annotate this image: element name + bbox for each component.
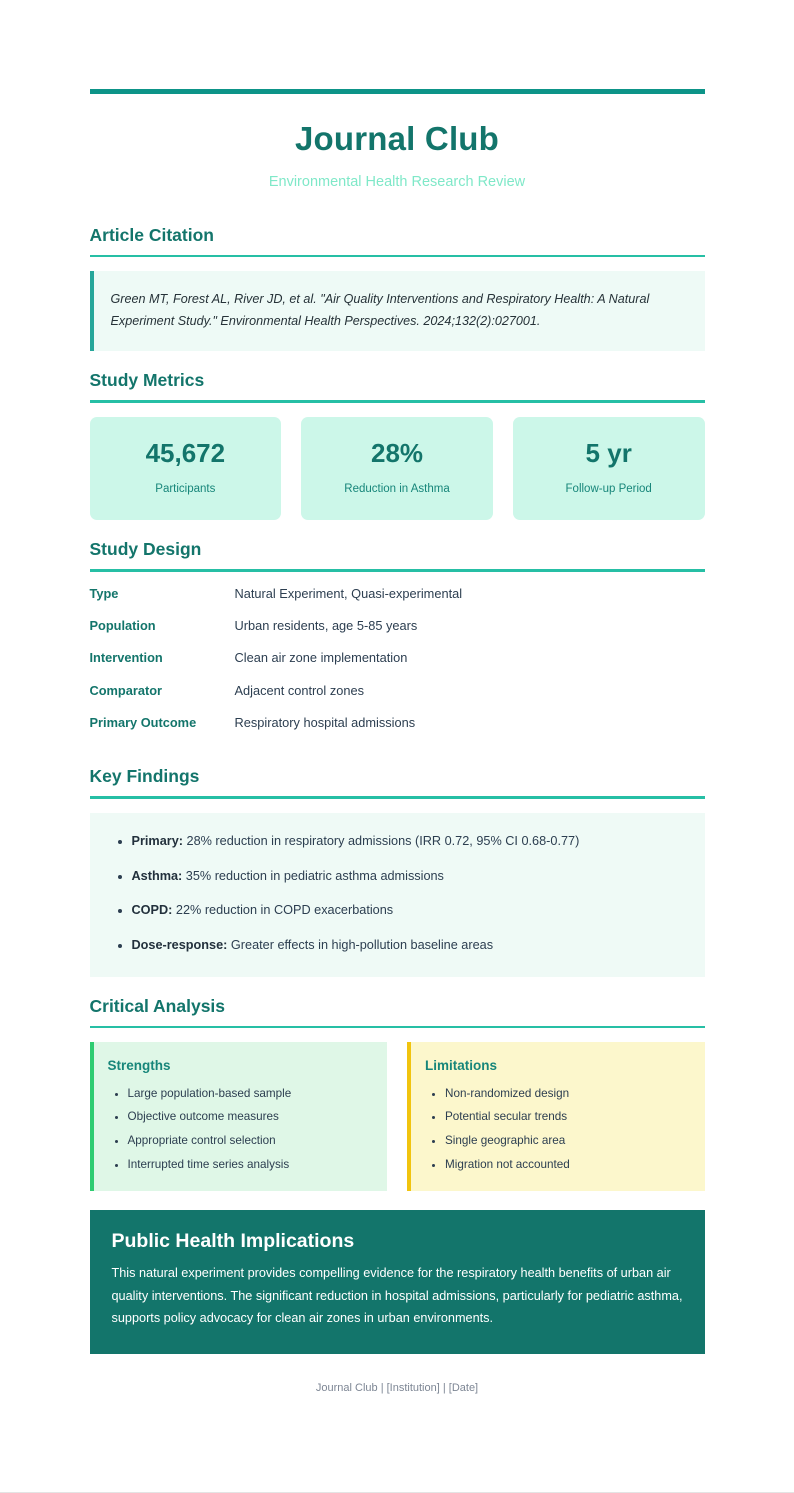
findings-box [90, 813, 705, 977]
finding-text: 28% reduction in respiratory admissions (IRR 0.72, 95% CI 0.68-0.77) [182, 833, 580, 848]
section-heading-citation: Article Citation [89, 224, 214, 245]
metric-value: 45,672 [145, 437, 226, 468]
limitations-panel [407, 1042, 705, 1190]
limitations-list [425, 1086, 691, 1173]
section-heading-analysis: Critical Analysis [89, 995, 226, 1016]
limitations-title: Limitations [425, 1058, 498, 1074]
metric-card [513, 417, 705, 520]
list-item: • Objective outcome measures [128, 1109, 374, 1125]
finding-text: Greater effects in high-pollution baseline areas [227, 938, 494, 953]
design-label: Comparator [89, 682, 163, 698]
finding-label: COPD: [131, 903, 173, 918]
design-value: Natural Experiment, Quasi-experimental [234, 585, 463, 601]
finding-label: Asthma: [131, 868, 183, 883]
list-item: • Appropriate control selection [128, 1133, 374, 1149]
finding-text: 22% reduction in COPD exacerbations [172, 903, 394, 918]
section-heading-metrics: Study Metrics [89, 370, 205, 391]
metrics-row [90, 417, 705, 520]
study-design-table [90, 586, 705, 748]
citation-box [90, 271, 705, 351]
document-header [90, 94, 705, 206]
table-row [90, 586, 705, 618]
analysis-columns [90, 1042, 705, 1190]
section-divider [90, 1026, 705, 1029]
implications-text: This natural experiment provides compelling evidence for the respiratory health benefits of urban air quality interventions. The significant reduction in hospital admissions, particularly for pediatric asthma, supports policy advocacy for clean air zones in urban environments. [111, 1266, 683, 1326]
finding-label: Dose-response: [131, 938, 228, 953]
design-value: Respiratory hospital admissions [234, 715, 416, 731]
metric-label: Reduction in Asthma [344, 483, 450, 496]
finding-text: 35% reduction in pediatric asthma admissions [182, 868, 444, 883]
list-item: • Single geographic area [445, 1133, 691, 1149]
list-item [132, 833, 683, 851]
list-item: • Migration not accounted [445, 1157, 691, 1173]
table-row [90, 683, 705, 715]
strengths-list [108, 1086, 374, 1173]
section-divider [90, 400, 705, 403]
strengths-panel [90, 1042, 388, 1190]
design-label: Intervention [89, 650, 163, 666]
document-footer: Journal Club | [Institution] | [Date] [315, 1382, 479, 1395]
page-subtitle: Environmental Health Research Review [268, 174, 526, 191]
design-value: Adjacent control zones [234, 682, 364, 698]
section-critical-analysis [90, 996, 705, 1191]
list-item [132, 902, 683, 920]
page-title: Journal Club [294, 120, 500, 157]
section-study-metrics [90, 370, 705, 520]
metric-card [301, 417, 493, 520]
strengths-title: Strengths [107, 1058, 171, 1074]
list-item: • Large population-based sample [128, 1086, 374, 1102]
table-row [90, 650, 705, 682]
implications-panel [90, 1210, 705, 1354]
table-row [90, 715, 705, 747]
metric-value: 5 yr [585, 437, 632, 468]
list-item: • Interrupted time series analysis [128, 1157, 374, 1173]
list-item: • Non-randomized design [445, 1086, 691, 1102]
design-label: Population [89, 617, 156, 633]
section-heading-design: Study Design [89, 539, 202, 560]
metric-value: 28% [370, 437, 424, 468]
section-divider [90, 255, 705, 258]
table-row [90, 618, 705, 650]
section-article-citation [90, 225, 705, 352]
findings-list [112, 833, 683, 955]
list-item [132, 868, 683, 886]
section-key-findings [90, 766, 705, 977]
implications-title: Public Health Implications [111, 1229, 355, 1252]
section-divider [90, 569, 705, 572]
metric-label: Follow-up Period [565, 483, 652, 496]
list-item [132, 937, 683, 955]
document-page [90, 0, 705, 1395]
metric-label: Participants [155, 483, 216, 496]
design-label: Primary Outcome [89, 715, 197, 731]
citation-text: Green MT, Forest AL, River JD, et al. "Air Quality Interventions and Respiratory Health: A Natural Experiment Study." Environmental Health Perspectives. 2024;132(2):027001. [110, 292, 650, 329]
metric-card [90, 417, 282, 520]
design-value: Urban residents, age 5-85 years [234, 617, 418, 633]
design-label: Type [89, 585, 119, 601]
finding-label: Primary: [131, 833, 183, 848]
section-study-design [90, 539, 705, 747]
design-value: Clean air zone implementation [234, 650, 408, 666]
section-heading-findings: Key Findings [89, 766, 200, 787]
section-divider [90, 796, 705, 799]
list-item: • Potential secular trends [445, 1109, 691, 1125]
